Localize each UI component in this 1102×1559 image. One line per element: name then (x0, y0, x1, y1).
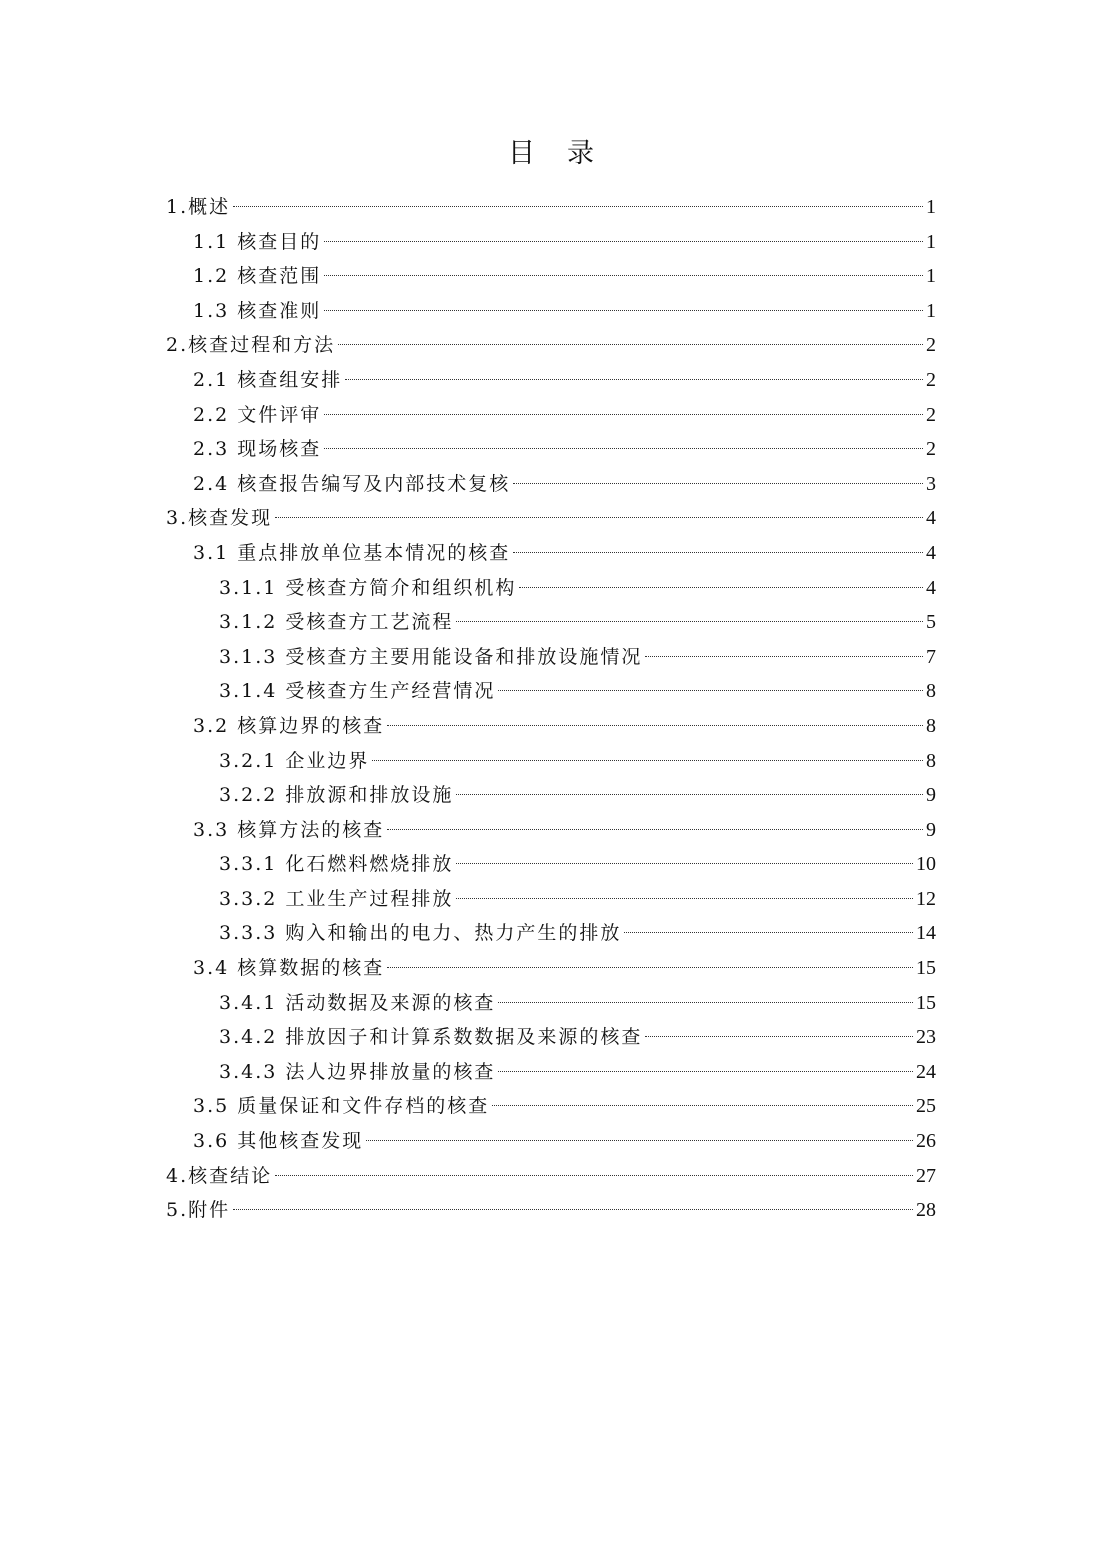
toc-entry-label: 2.核查过程和方法 (166, 334, 336, 357)
toc-page-number: 15 (916, 991, 936, 1014)
toc-entry-17[interactable] (166, 744, 936, 779)
toc-entry-5[interactable] (166, 328, 936, 363)
toc-title (0, 134, 1102, 174)
toc-dot-leader (324, 310, 923, 311)
toc-entry-label: 2.3 现场核查 (193, 438, 322, 461)
toc-entry-7[interactable] (166, 398, 936, 433)
toc-entry-22[interactable] (166, 916, 936, 951)
toc-page-number: 10 (916, 853, 936, 876)
toc-entry-12[interactable] (166, 571, 936, 606)
toc-entry-label: 3.4.1 活动数据及来源的核查 (219, 991, 496, 1014)
toc-entry-8[interactable] (166, 432, 936, 467)
toc-entry-6[interactable] (166, 363, 936, 398)
toc-entry-14[interactable] (166, 640, 936, 675)
toc-dot-leader (456, 621, 923, 622)
toc-dot-leader (324, 448, 923, 449)
toc-entry-label: 3.6 其他核查发现 (193, 1130, 364, 1153)
toc-page-number: 23 (916, 1026, 936, 1049)
toc-dot-leader (456, 794, 923, 795)
toc-dot-leader (645, 1036, 913, 1037)
toc-entry-11[interactable] (166, 536, 936, 571)
toc-dot-leader (275, 1175, 913, 1176)
toc-entry-label: 1.2 核查范围 (193, 265, 322, 288)
toc-entry-29[interactable] (166, 1159, 936, 1194)
toc-dot-leader (387, 829, 923, 830)
toc-entry-label: 3.5 质量保证和文件存档的核查 (193, 1095, 490, 1118)
toc-entry-label: 2.1 核查组安排 (193, 368, 343, 391)
toc-page-number: 1 (926, 265, 936, 288)
toc-dot-leader (338, 344, 923, 345)
toc-entry-4[interactable] (166, 294, 936, 329)
toc-page-number: 26 (916, 1130, 936, 1153)
toc-page-number: 15 (916, 957, 936, 980)
toc-page-number: 14 (916, 922, 936, 945)
toc-dot-leader (324, 275, 923, 276)
toc-list (166, 190, 936, 1228)
toc-page-number: 9 (926, 818, 936, 841)
toc-entry-9[interactable] (166, 467, 936, 502)
toc-entry-label: 3.3 核算方法的核查 (193, 818, 385, 841)
toc-entry-label: 3.4.2 排放因子和计算系数数据及来源的核查 (219, 1026, 643, 1049)
toc-dot-leader (624, 932, 913, 933)
toc-entry-label: 3.2.2 排放源和排放设施 (219, 784, 454, 807)
toc-dot-leader (498, 1071, 913, 1072)
toc-entry-label: 3.1 重点排放单位基本情况的核查 (193, 541, 511, 564)
toc-entry-label: 3.1.2 受核查方工艺流程 (219, 611, 454, 634)
toc-page-number: 27 (916, 1164, 936, 1187)
toc-page-number: 28 (916, 1199, 936, 1222)
toc-entry-label: 3.核查发现 (166, 507, 273, 530)
toc-entry-19[interactable] (166, 813, 936, 848)
toc-page-number: 3 (926, 472, 936, 495)
toc-entry-label: 1.1 核查目的 (193, 230, 322, 253)
toc-dot-leader (324, 414, 923, 415)
toc-entry-label: 4.核查结论 (166, 1164, 273, 1187)
toc-page-number: 2 (926, 438, 936, 461)
toc-page-number: 4 (926, 507, 936, 530)
toc-page-number: 9 (926, 784, 936, 807)
toc-dot-leader (498, 1002, 913, 1003)
toc-page-number: 7 (926, 645, 936, 668)
toc-dot-leader (275, 517, 923, 518)
toc-page-number: 8 (926, 680, 936, 703)
toc-entry-2[interactable] (166, 225, 936, 260)
toc-entry-20[interactable] (166, 847, 936, 882)
toc-page-number: 4 (926, 541, 936, 564)
toc-dot-leader (345, 379, 923, 380)
toc-entry-label: 3.3.3 购入和输出的电力、热力产生的排放 (219, 922, 622, 945)
toc-dot-leader (498, 690, 923, 691)
toc-dot-leader (233, 206, 923, 207)
toc-dot-leader (492, 1105, 913, 1106)
toc-entry-label: 3.3.1 化石燃料燃烧排放 (219, 853, 454, 876)
toc-dot-leader (366, 1140, 913, 1141)
toc-entry-28[interactable] (166, 1124, 936, 1159)
toc-entry-16[interactable] (166, 709, 936, 744)
toc-dot-leader (387, 967, 913, 968)
toc-page-number: 4 (926, 576, 936, 599)
toc-dot-leader (387, 725, 923, 726)
toc-entry-30[interactable] (166, 1193, 936, 1228)
toc-entry-label: 1.3 核查准则 (193, 299, 322, 322)
toc-entry-label: 3.4.3 法人边界排放量的核查 (219, 1060, 496, 1083)
toc-entry-label: 3.2.1 企业边界 (219, 749, 370, 772)
toc-entry-label: 1.概述 (166, 196, 231, 218)
toc-page-number: 1 (926, 230, 936, 253)
toc-entry-21[interactable] (166, 882, 936, 917)
toc-entry-label: 3.4 核算数据的核查 (193, 957, 385, 980)
toc-entry-label: 3.3.2 工业生产过程排放 (219, 887, 454, 910)
toc-page-number: 25 (916, 1095, 936, 1118)
toc-entry-label: 2.4 核查报告编写及内部技术复核 (193, 472, 511, 495)
toc-dot-leader (513, 552, 923, 553)
toc-entry-label: 2.2 文件评审 (193, 403, 322, 426)
toc-entry-label: 3.1.3 受核查方主要用能设备和排放设施情况 (219, 645, 643, 668)
toc-page-number: 8 (926, 714, 936, 737)
toc-entry-1[interactable] (166, 190, 936, 225)
toc-entry-label: 3.1.1 受核查方简介和组织机构 (219, 576, 517, 599)
toc-entry-13[interactable] (166, 605, 936, 640)
toc-dot-leader (519, 587, 923, 588)
toc-entry-25[interactable] (166, 1020, 936, 1055)
toc-dot-leader (513, 483, 923, 484)
toc-dot-leader (372, 760, 923, 761)
toc-page-number: 2 (926, 334, 936, 357)
toc-entry-label: 5.附件 (166, 1199, 231, 1222)
toc-dot-leader (324, 241, 923, 242)
toc-page-number: 2 (926, 403, 936, 426)
toc-page-number: 1 (926, 196, 936, 218)
toc-dot-leader (456, 898, 913, 899)
toc-entry-label: 3.1.4 受核查方生产经营情况 (219, 680, 496, 703)
toc-entry-label: 3.2 核算边界的核查 (193, 714, 385, 737)
toc-title-char-2: 录 (567, 138, 594, 169)
toc-entry-23[interactable] (166, 951, 936, 986)
toc-page-number: 8 (926, 749, 936, 772)
toc-entry-27[interactable] (166, 1089, 936, 1124)
toc-entry-15[interactable] (166, 674, 936, 709)
toc-dot-leader (233, 1209, 913, 1210)
toc-entry-3[interactable] (166, 259, 936, 294)
toc-page-number: 2 (926, 368, 936, 391)
toc-page-number: 1 (926, 299, 936, 322)
toc-page-number: 12 (916, 887, 936, 910)
toc-entry-10[interactable] (166, 501, 936, 536)
toc-entry-24[interactable] (166, 986, 936, 1021)
toc-page-number: 24 (916, 1060, 936, 1083)
toc-entry-18[interactable] (166, 778, 936, 813)
toc-dot-leader (456, 863, 913, 864)
toc-entry-26[interactable] (166, 1055, 936, 1090)
toc-dot-leader (645, 656, 923, 657)
toc-title-char-1: 目 (508, 138, 535, 169)
toc-page-number: 5 (926, 611, 936, 634)
